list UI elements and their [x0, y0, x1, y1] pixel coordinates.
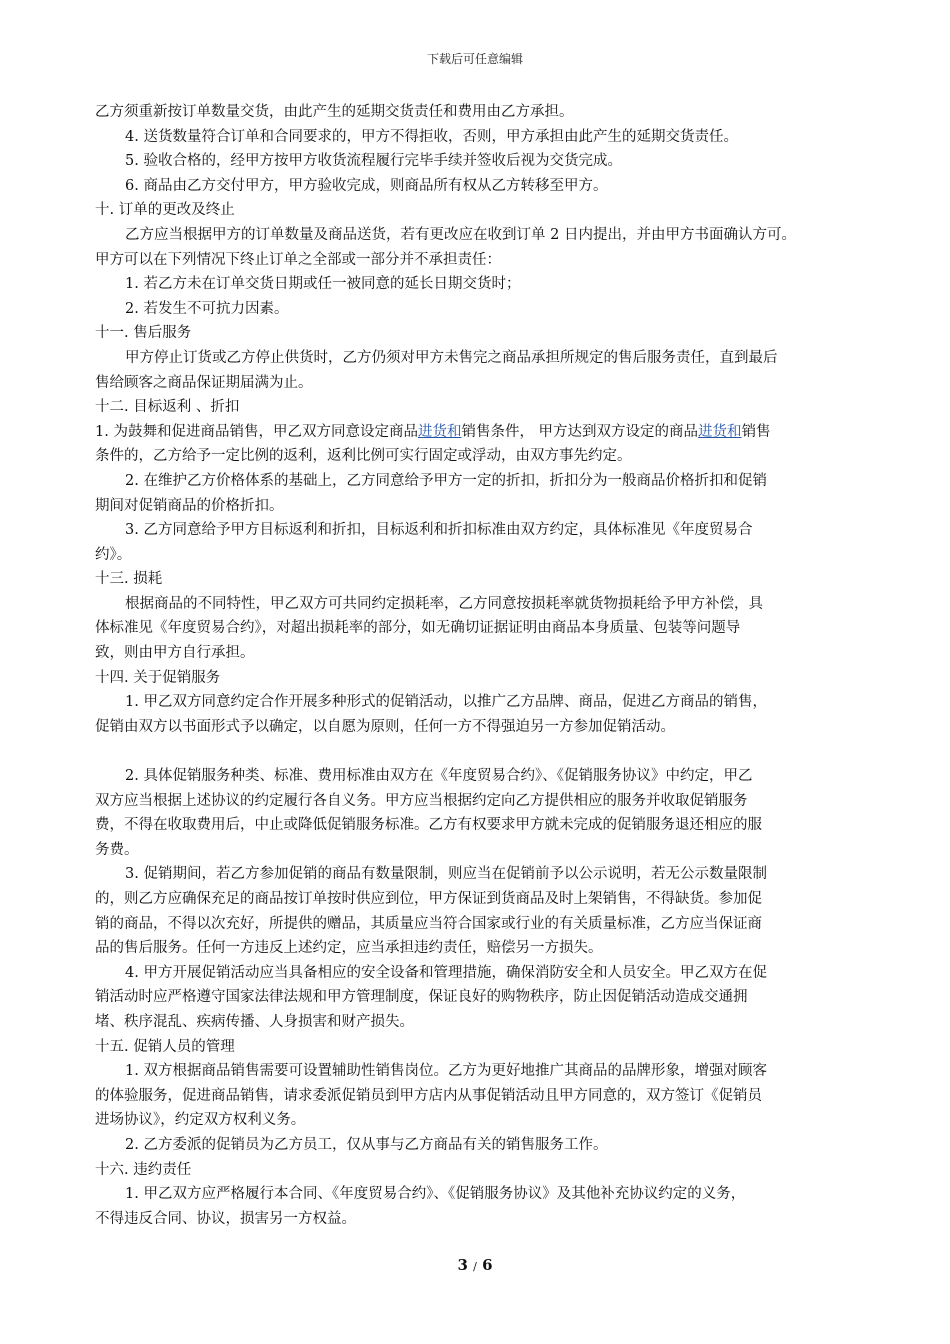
text-line: 销的商品，不得以次充好，所提供的赠品，其质量应当符合国家或行业的有关质量标准，乙方应当保证商 [95, 915, 762, 932]
blank-line [95, 739, 895, 764]
text-line: 1. 双方根据商品销售需要可设置辅助性销售岗位。乙方为更好地推广其商品的品牌形象，增强对顾客 [125, 1063, 767, 1080]
text-line: 2. 具体促销服务种类、标准、费用标准由双方在《年度贸易合约》、《促销服务协议》中约定，甲乙 [125, 768, 753, 785]
text-line: 4. 甲方开展促销活动应当具备相应的安全设备和管理措施，确保消防安全和人员安全。甲乙双方在促 [125, 964, 767, 981]
text-line: 费，不得在收取费用后，中止或降低促销服务标准。乙方有权要求甲方就未完成的促销服务退还相应的服 [95, 817, 762, 834]
page-total: 6 [482, 1256, 493, 1274]
text-line: 十. 订单的更改及终止 [95, 202, 235, 219]
text-line: 十五. 促销人员的管理 [95, 1038, 235, 1055]
text-line: 5. 验收合格的，经甲方按甲方收货流程履行完毕手续并签收后视为交货完成。 [125, 153, 622, 170]
text-line: 根据商品的不同特性，甲乙双方可共同约定损耗率，乙方同意按损耗率就货物损耗给予甲方补偿，具 [125, 595, 763, 612]
text-span: 1. 为鼓舞和促进商品销售，甲乙双方同意设定商品 [95, 423, 418, 440]
text-line: 乙方应当根据甲方的订单数量及商品送货，若有更改应在收到订单 2 日内提出，并由甲方书面确认方可。 [125, 226, 796, 243]
text-line: 甲方停止订货或乙方停止供货时，乙方仍须对甲方未售完之商品承担所规定的售后服务责任，直到最后 [125, 349, 778, 366]
text-line: 约》。 [95, 546, 132, 563]
text-line: 条件的，乙方给予一定比例的返利，返利比例可实行固定或浮动，由双方事先约定。 [95, 448, 632, 465]
text-line: 品的售后服务。任何一方违反上述约定，应当承担违约责任，赔偿另一方损失。 [95, 940, 603, 957]
text-line: 十三. 损耗 [95, 571, 163, 588]
text-line: 甲方可以在下列情况下终止订单之全部或一部分并不承担责任： [95, 251, 501, 268]
text-line: 促销由双方以书面形式予以确定，以自愿为原则，任何一方不得强迫另一方参加促销活动。 [95, 718, 675, 735]
text-line: 务费。 [95, 841, 139, 858]
text-line: 1. 若乙方未在订单交货日期或任一被同意的延长日期交货时； [125, 276, 521, 293]
page-header: 下载后可任意编辑 [426, 52, 523, 66]
text-line: 不得违反合同、协议，损害另一方权益。 [95, 1210, 356, 1227]
text-line: 2. 乙方委派的促销员为乙方员工，仅从事与乙方商品有关的销售服务工作。 [125, 1136, 608, 1153]
text-line: 致，则由甲方自行承担。 [95, 645, 255, 662]
text-line-with-links [95, 420, 895, 445]
text-line: 2. 若发生不可抗力因素。 [125, 300, 289, 317]
text-line: 十四. 关于促销服务 [95, 669, 221, 686]
text-line: 十六. 违约责任 [95, 1161, 192, 1178]
inline-link[interactable]: 进货和 [698, 423, 742, 440]
text-line: 1. 甲乙双方应严格履行本合同、《年度贸易合约》、《促销服务协议》及其他补充协议约定的义务， [125, 1186, 746, 1203]
text-span: 销售条件， 甲方达到双方设定的商品 [461, 423, 699, 440]
page-number [0, 1256, 950, 1274]
text-line: 进场协议》，约定双方权利义务。 [95, 1112, 306, 1129]
text-line: 乙方须重新按订单数量交货，由此产生的延期交货责任和费用由乙方承担。 [95, 104, 574, 120]
text-line: 体标准见《年度贸易合约》，对超出损耗率的部分，如无确切证据证明由商品本身质量、包装等问题导 [95, 620, 741, 637]
text-line: 2. 在维护乙方价格体系的基础上，乙方同意给予甲方一定的折扣，折扣分为一般商品价格折扣和促销 [125, 472, 767, 489]
text-line: 售给顾客之商品保证期届满为止。 [95, 374, 313, 391]
text-line: 销活动时应严格遵守国家法律法规和甲方管理制度，保证良好的购物秩序，防止因促销活动造成交通拥 [95, 989, 748, 1006]
page-separator: / [473, 1260, 477, 1273]
text-line: 十一. 售后服务 [95, 325, 192, 342]
text-line: 6. 商品由乙方交付甲方，甲方验收完成，则商品所有权从乙方转移至甲方。 [125, 177, 608, 194]
text-line: 3. 促销期间，若乙方参加促销的商品有数量限制，则应当在促销前予以公示说明，若无公示数量限制 [125, 866, 767, 883]
document-body [95, 100, 895, 1231]
text-line: 十二. 目标返利 、折扣 [95, 399, 240, 416]
text-line: 3. 乙方同意给予甲方目标返利和折扣，目标返利和折扣标准由双方约定，具体标准见《年度贸易合 [125, 522, 753, 539]
text-line: 的体验服务，促进商品销售，请求委派促销员到甲方店内从事促销活动且甲方同意的，双方签订《促销员 [95, 1087, 762, 1104]
text-span: 销售 [741, 423, 771, 440]
inline-link[interactable]: 进货和 [417, 423, 462, 440]
text-line: 期间对促销商品的价格折扣。 [95, 497, 284, 514]
text-line: 双方应当根据上述协议的约定履行各自义务。甲方应当根据约定向乙方提供相应的服务并收取促销服务 [95, 792, 748, 809]
text-line: 堵、秩序混乱、疾病传播、人身损害和财产损失。 [95, 1013, 414, 1030]
page-current: 3 [457, 1256, 468, 1274]
text-line: 4. 送货数量符合订单和合同要求的，甲方不得拒收，否则，甲方承担由此产生的延期交货责任。 [125, 128, 738, 145]
text-line: 1. 甲乙双方同意约定合作开展多种形式的促销活动，以推广乙方品牌、商品，促进乙方商品的销售， [125, 694, 767, 711]
text-line: 的，则乙方应确保充足的商品按订单按时供应到位，甲方保证到货商品及时上架销售，不得缺货。参加促 [95, 891, 762, 907]
